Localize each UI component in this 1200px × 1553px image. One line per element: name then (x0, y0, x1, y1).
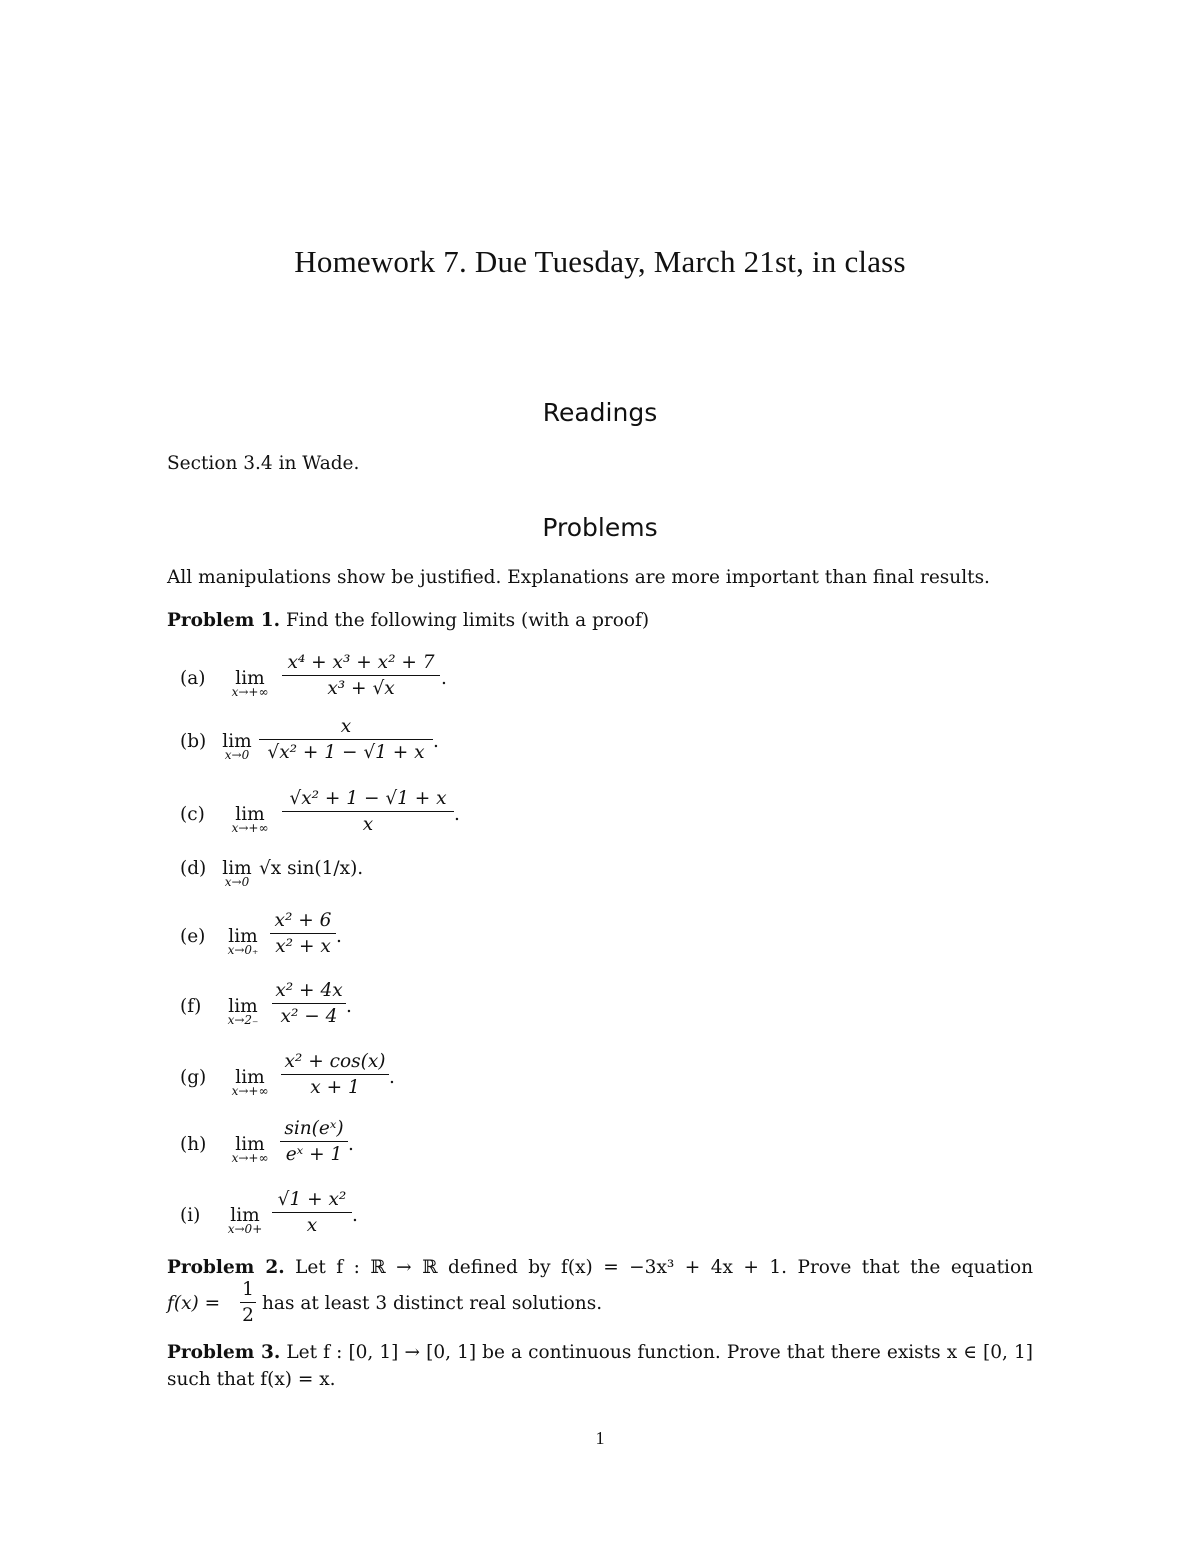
problem-1h-denominator: eˣ + 1 (285, 1144, 343, 1165)
homework-page: Homework 7. Due Tuesday, March 21st, in class Readings Section 3.4 in Wade. Problems All manipulations show be justified. Explanations are more important than final results. Problem 1. Find the following limits (with a proof) (a) lim x→+∞ x⁴ + x³ + x² + 7 x³ + √x . (b) lim x→0 x √x² + 1 − √1 + x . (c) lim x→+∞ √x² + 1 − √1 + x x . (d) lim x→0 √x sin(1/x). (e) lim x→0₊ x² + 6 x² + x . (f) lim x→2₋ x² + 4x x² − 4 . (g) lim x→+∞ x² + cos(x) x + 1 . (h) lim x→+∞ sin(eˣ) eˣ + 1 . (i) lim x→0+ √1 + x² x . Problem 2. Let f : ℝ → ℝ defined by f(x) = −3x³ + 4x + 1. Prove that the equation f(x) = 1 2 has at least 3 distinct real solutions. Problem 3. Let f : [0, 1] → [0, 1] be a continuous function. Prove that there exists x ∈ [0, 1] such that f(x) = x. 1 (0, 0, 1200, 1553)
problem-1d-lim-sub: x→0 (224, 875, 250, 889)
problem-1h-fraction (280, 1118, 348, 1165)
problem-1e-lim: lim x→0₊ (218, 926, 268, 957)
problem-2-fraction (240, 1279, 256, 1326)
problem-3-line-1 (167, 1342, 1033, 1363)
problem-1f-label: (f) (180, 996, 202, 1017)
problem-1a-numerator: x⁴ + x³ + x² + 7 (287, 652, 435, 673)
problem-1b-label: (b) (180, 731, 207, 752)
problem-1e-denominator: x² + x (275, 936, 331, 957)
problem-1f-lim: lim x→2₋ (218, 996, 268, 1027)
problem-2-text: Let f : ℝ → ℝ defined by f(x) = −3x³ + 4x + 1. Prove that the equation (295, 1257, 1033, 1278)
problem-1f-denominator: x² − 4 (280, 1006, 338, 1027)
problem-1g-lim: lim x→+∞ (222, 1067, 278, 1098)
problem-1b-fraction (259, 716, 433, 763)
problem-2-fraction-numerator: 1 (242, 1279, 254, 1300)
problem-1-text: Find the following limits (with a proof) (285, 610, 650, 631)
problem-2-line-1 (167, 1257, 1033, 1278)
problem-1b-lim: lim x→0 (218, 731, 256, 762)
problem-1 (167, 610, 649, 631)
problem-1e-label: (e) (180, 926, 206, 947)
problem-1a-denominator: x³ + √x (327, 678, 395, 699)
problem-3-text: Let f : [0, 1] → [0, 1] be a continuous function. Prove that there exists x ∈ [0, 1] (286, 1342, 1033, 1363)
problem-1c-lim-sub: x→+∞ (231, 821, 269, 835)
problem-1g-label: (g) (180, 1067, 207, 1088)
problem-1h-numerator: sin(eˣ) (284, 1118, 344, 1139)
problem-2-lhs: f(x) = (167, 1293, 221, 1314)
problem-1i-denominator: x (306, 1215, 318, 1236)
problem-1i-fraction (272, 1189, 352, 1236)
problem-1g-denominator: x + 1 (310, 1077, 360, 1098)
problem-1-label: Problem 1. (167, 610, 281, 631)
problem-1h-label: (h) (180, 1134, 207, 1155)
readings-text: Section 3.4 in Wade. (167, 453, 360, 474)
problem-1d-lim: lim x→0 (218, 858, 256, 889)
problem-1i-lim: lim x→0+ (222, 1205, 268, 1236)
problem-1g-numerator: x² + cos(x) (284, 1051, 386, 1072)
problem-1g-lim-sub: x→+∞ (231, 1084, 269, 1098)
problem-1i-lim-sub: x→0+ (227, 1222, 263, 1236)
problem-1i-label: (i) (180, 1205, 201, 1226)
problem-1a-lim: lim x→+∞ (222, 668, 278, 699)
problem-1b-denominator: √x² + 1 − √1 + x (267, 742, 425, 763)
problem-1h-lim: lim x→+∞ (222, 1134, 278, 1165)
problem-1c-denominator: x (362, 814, 374, 835)
readings-heading: Readings (542, 398, 658, 427)
problem-1e-lim-sub: x→0₊ (227, 943, 259, 957)
problem-1d-label: (d) (180, 858, 207, 879)
problem-1h-lim-sub: x→+∞ (231, 1151, 269, 1165)
problem-3-label: Problem 3. (167, 1342, 281, 1363)
problem-2-rhs: has at least 3 distinct real solutions. (262, 1293, 603, 1314)
problem-2-fraction-denominator: 2 (242, 1305, 254, 1326)
problem-1e-numerator: x² + 6 (274, 910, 332, 931)
problem-2-label: Problem 2. (167, 1257, 285, 1278)
problem-1c-fraction (282, 788, 454, 835)
problem-1d-expression: √x sin(1/x). (259, 858, 364, 879)
problem-2-line-2 (167, 1293, 220, 1314)
problem-1f-numerator: x² + 4x (275, 980, 343, 1001)
problem-1f-fraction (272, 980, 346, 1027)
problem-1c-label: (c) (180, 804, 205, 825)
problem-1b-lim-sub: x→0 (224, 748, 250, 762)
problem-1b-numerator: x (340, 716, 352, 737)
problem-1f-lim-sub: x→2₋ (227, 1013, 259, 1027)
problem-1a-lim-sub: x→+∞ (231, 685, 269, 699)
problem-1i-numerator: √1 + x² (277, 1189, 347, 1210)
page-title: Homework 7. Due Tuesday, March 21st, in class (294, 244, 906, 279)
problems-intro: All manipulations show be justified. Explanations are more important than final results. (167, 567, 990, 588)
problem-1e-fraction (270, 910, 336, 957)
problem-1g-fraction (281, 1051, 389, 1098)
page-number: 1 (595, 1428, 605, 1448)
problem-1a-label: (a) (180, 668, 206, 689)
problem-1a-fraction (282, 652, 440, 699)
problem-1c-lim: lim x→+∞ (222, 804, 278, 835)
problems-heading: Problems (542, 513, 658, 542)
problem-1c-numerator: √x² + 1 − √1 + x (289, 788, 447, 809)
problem-3-line-2: such that f(x) = x. (167, 1369, 336, 1390)
